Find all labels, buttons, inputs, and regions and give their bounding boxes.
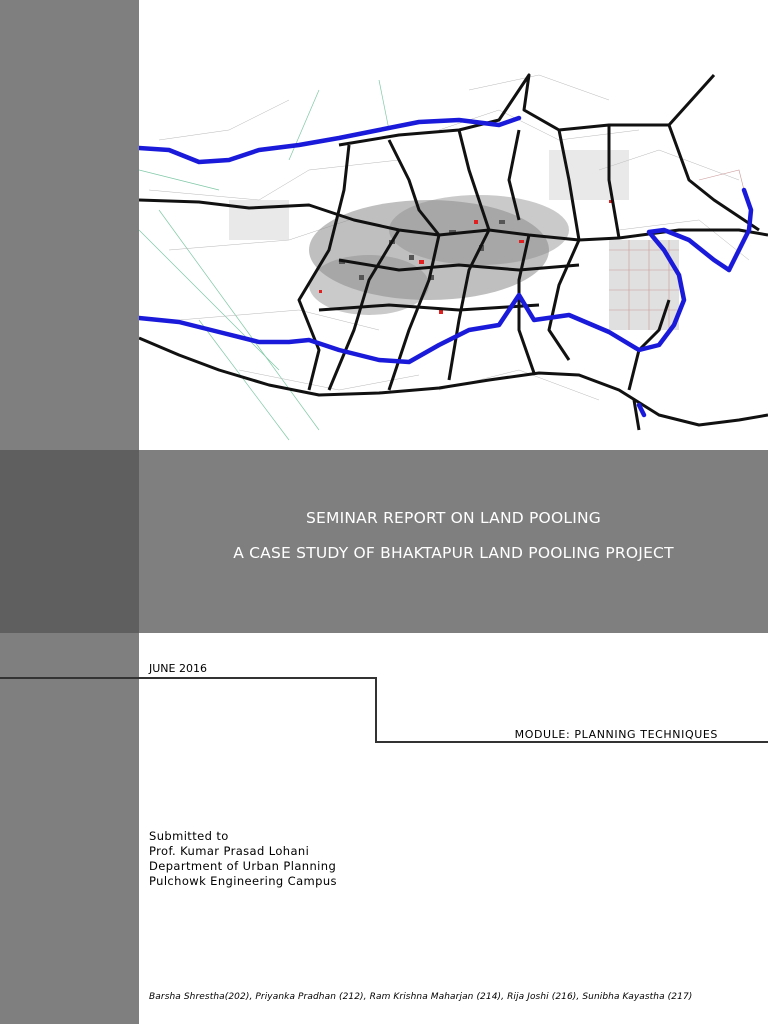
divider-line-vertical [375, 677, 377, 743]
submission-block [149, 829, 337, 889]
authors-list: Barsha Shrestha(202), Priyanka Pradhan (212), Ram Krishna Maharjan (214), Rija Joshi (216), Sunibha Kayastha (217) [149, 992, 693, 1002]
campus-name: Pulchowk Engineering Campus [149, 874, 337, 888]
department-name: Department of Urban Planning [149, 859, 337, 873]
bhaktapur-map-image [139, 70, 768, 445]
divider-line-upper [0, 677, 377, 679]
professor-name: Prof. Kumar Prasad Lohani [149, 844, 310, 858]
report-title: SEMINAR REPORT ON LAND POOLING [306, 509, 601, 527]
title-band-accent [0, 450, 139, 633]
divider-line-lower [375, 741, 768, 743]
report-subtitle: A CASE STUDY OF BHAKTAPUR LAND POOLING PROJECT [233, 544, 674, 562]
module-label: MODULE: PLANNING TECHNIQUES [514, 728, 718, 741]
submitted-to-label: Submitted to [149, 829, 229, 843]
report-date: JUNE 2016 [149, 662, 207, 675]
